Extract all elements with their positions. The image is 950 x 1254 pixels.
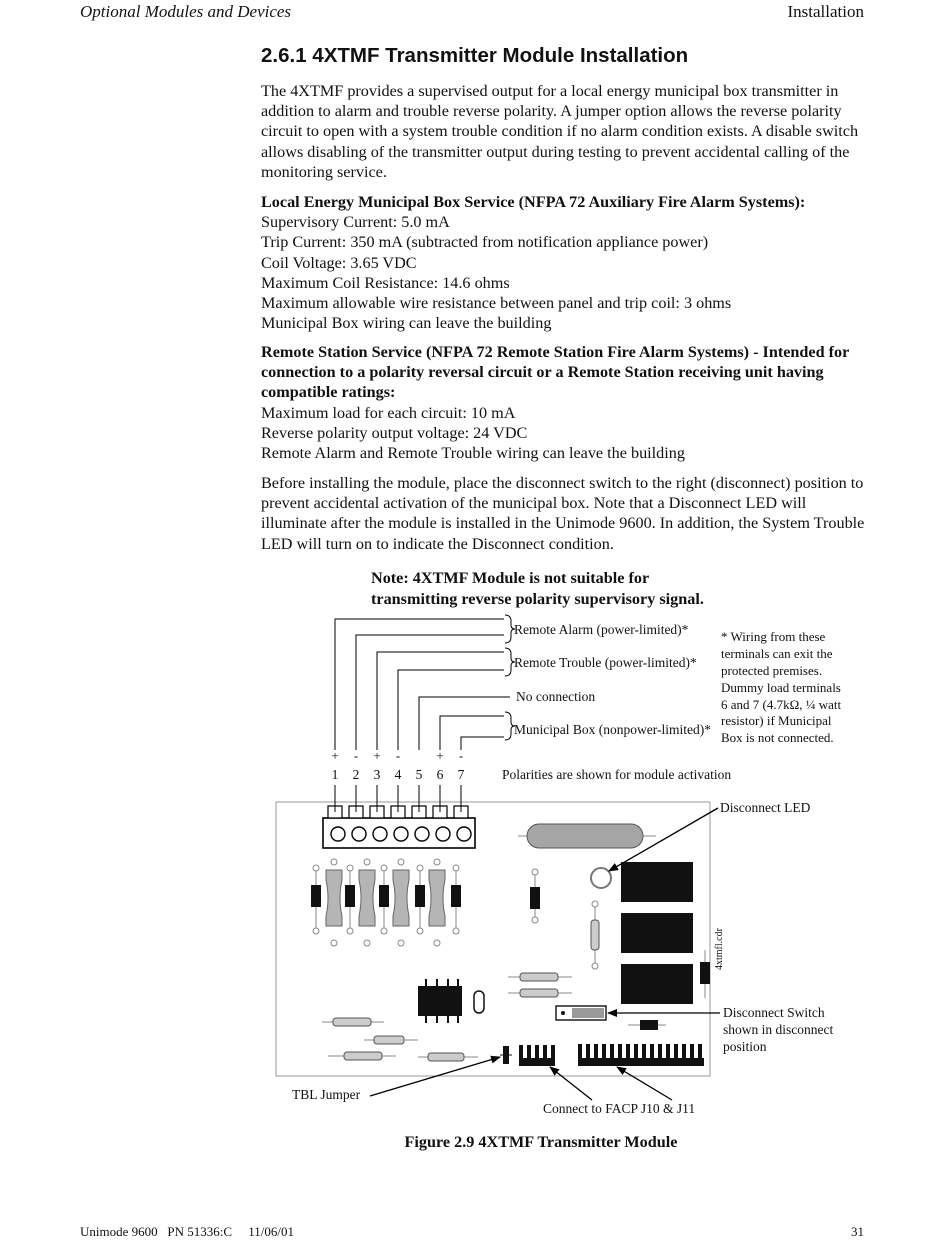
remote-station-heading: Remote Station Service (NFPA 72 Remote Station Fire Alarm Systems) - Intended for connection to a polarity reversal circuit or a Remote Station receiving unit having compatible ratings:	[261, 343, 850, 402]
relay-block	[621, 862, 693, 902]
note-block	[371, 568, 704, 609]
terminal-number: 3	[373, 767, 381, 782]
terminal-number: 1	[331, 767, 339, 782]
running-header-right: Installation	[787, 2, 864, 21]
note-line: Note: 4XTMF Module is not suitable for	[371, 569, 650, 587]
disconnect-led-label: Disconnect LED	[720, 800, 811, 815]
before-installing-paragraph: Before installing the module, place the disconnect switch to the right (disconnect) position to prevent accidental activation of the municipal box. Note that a Disconnect LED will illuminate after the module is installed in the Unimode 9600. In addition, the System Trouble LED will turn on to indicate the Disconnect condition.	[261, 474, 865, 553]
before-installing-block	[261, 473, 871, 554]
polarity-mark: -	[458, 748, 464, 763]
spec-line: Reverse polarity output voltage: 24 VDC	[261, 423, 528, 442]
crystal	[474, 991, 484, 1013]
terminal-number: 4	[394, 767, 402, 782]
wiring-note-line: 6 and 7 (4.7kΩ, ¼ watt	[721, 697, 842, 712]
wiring-note-line: * Wiring from these	[721, 629, 826, 644]
terminal-number: 6	[436, 767, 444, 782]
facp-arrow-small	[550, 1067, 592, 1100]
wiring-note-line: resistor) if Municipal	[721, 713, 832, 728]
terminal-number: 7	[457, 767, 465, 782]
disconnect-switch-label: Disconnect Switch	[723, 1005, 825, 1020]
polarity-mark: -	[395, 748, 401, 763]
wiring-note-line: terminals can exit the	[721, 646, 833, 661]
spec-line: Maximum Coil Resistance: 14.6 ohms	[261, 273, 510, 292]
disconnect-switch-label: shown in disconnect	[723, 1022, 834, 1037]
diode	[640, 1020, 658, 1030]
local-energy-heading: Local Energy Municipal Box Service (NFPA 72 Auxiliary Fire Alarm Systems):	[261, 193, 806, 211]
facp-connector-label: Connect to FACP J10 & J11	[543, 1101, 696, 1116]
remote-trouble-label: Remote Trouble (power-limited)*	[514, 655, 697, 670]
wiring-note-line: Box is not connected.	[721, 730, 834, 745]
polarity-mark: +	[331, 748, 339, 763]
spec-line: Supervisory Current: 5.0 mA	[261, 213, 450, 232]
tbl-jumper-arrow	[370, 1057, 500, 1096]
facp-arrow-large	[617, 1067, 672, 1100]
municipal-box-label: Municipal Box (nonpower-limited)*	[514, 722, 711, 737]
spec-line: Remote Alarm and Remote Trouble wiring can leave the building	[261, 444, 685, 463]
wiring-note-line: Dummy load terminals	[721, 680, 841, 695]
relay-block	[621, 964, 693, 1004]
no-connection-label: No connection	[516, 689, 596, 704]
file-tag: 4xtmfl.cdr	[714, 928, 725, 970]
spec-line: Trip Current: 350 mA (subtracted from notification appliance power)	[261, 233, 709, 252]
remote-alarm-label: Remote Alarm (power-limited)*	[514, 622, 689, 637]
disconnect-led-arrow	[609, 808, 718, 871]
note-line: transmitting reverse polarity supervisory signal.	[371, 589, 704, 608]
remote-station-block	[261, 342, 871, 463]
section-title: 2.6.1 4XTMF Transmitter Module Installation	[261, 44, 689, 67]
resistor-group	[322, 973, 572, 1061]
local-energy-block	[261, 192, 871, 333]
polarity-note: Polarities are shown for module activation	[502, 767, 732, 782]
tbl-jumper-component	[500, 1046, 512, 1064]
facp-connector-large	[578, 1044, 704, 1066]
tbl-jumper-label: TBL Jumper	[292, 1087, 361, 1102]
figure-caption: Figure 2.9 4XTMF Transmitter Module	[404, 1133, 678, 1151]
disconnect-switch	[556, 1006, 606, 1020]
circuit-board	[276, 802, 710, 1076]
facp-connector-small	[519, 1045, 555, 1066]
polarity-mark: +	[436, 748, 444, 763]
surge-components	[311, 859, 540, 946]
spec-line: Maximum load for each circuit: 10 mA	[261, 403, 516, 422]
polarity-mark: +	[373, 748, 381, 763]
disconnect-switch-label: position	[723, 1039, 767, 1054]
footer-doc-id: Unimode 9600 PN 51336:C 11/06/01	[80, 1224, 295, 1239]
ic-chip	[418, 979, 462, 1023]
spec-line: Municipal Box wiring can leave the building	[261, 314, 552, 333]
wiring-note-line: protected premises.	[721, 663, 823, 678]
spec-line: Maximum allowable wire resistance between panel and trip coil: 3 ohms	[261, 294, 732, 313]
resistor	[591, 901, 599, 969]
intro-paragraph-block	[261, 81, 871, 182]
running-header-left: Optional Modules and Devices	[80, 2, 292, 21]
page-number: 31	[851, 1224, 864, 1239]
relay-block	[621, 913, 693, 953]
terminal-number: 5	[415, 767, 423, 782]
terminal-block	[323, 785, 475, 848]
diode	[700, 962, 710, 984]
polarity-mark: -	[353, 748, 359, 763]
disconnect-led	[591, 868, 611, 888]
terminal-number: 2	[352, 767, 360, 782]
spec-line: Coil Voltage: 3.65 VDC	[261, 253, 417, 272]
relay-component	[527, 824, 643, 848]
intro-paragraph: The 4XTMF provides a supervised output for a local energy municipal box transmitter in addition to alarm and trouble reverse polarity. A jumper option allows the reverse polarity circuit to open with a system trouble condition if no alarm condition exists. A disable switch allows disabling of the transmitter output during testing to prevent accidental calling of the monitoring service.	[261, 82, 859, 181]
